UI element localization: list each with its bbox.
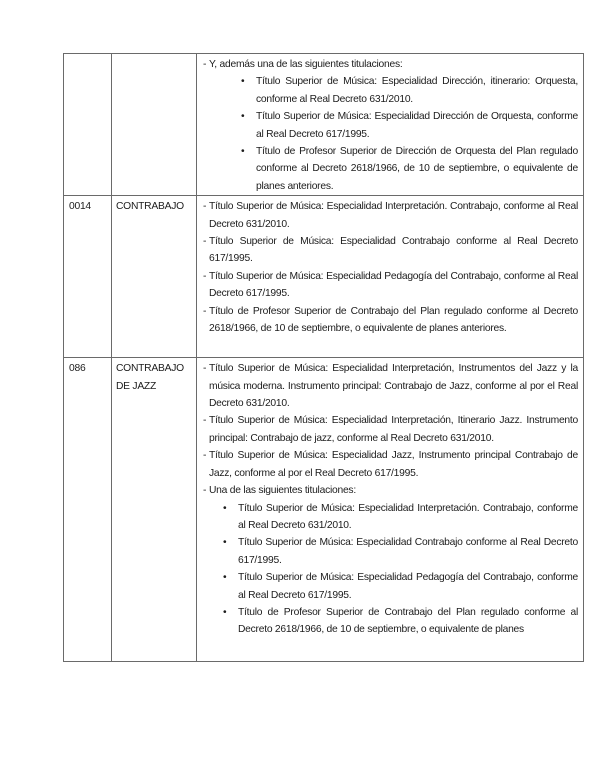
dash-marker: -: [203, 363, 207, 375]
qualifications-table: [63, 53, 584, 662]
dash-marker: -: [203, 450, 207, 462]
dash-marker: -: [203, 485, 207, 497]
item-text: Título Superior de Música: Especialidad Interpretación. Contrabajo, conforme al Real Decreto 631/2010.: [238, 502, 578, 531]
name-cell: [112, 358, 197, 662]
item-text: Título Superior de Música: Especialidad Pedagogía del Contrabajo, conforme al Real Decreto 617/1995.: [209, 270, 578, 300]
item-text: Título Superior de Música: Especialidad Interpretación, Itinerario Jazz. Instrumento principal: Contrabajo de jazz, conforme al Real Decreto 631/2010.: [209, 415, 578, 444]
titulaciones-list: [197, 54, 583, 195]
dash-marker: -: [203, 270, 207, 282]
table-row: [64, 196, 584, 358]
table-row: [64, 54, 584, 196]
item-text: Título Superior de Música: Especialidad Interpretación. Contrabajo, conforme al Real Decreto 631/2010.: [209, 201, 578, 230]
bullet-marker: •: [223, 606, 227, 618]
code-text: 086: [69, 363, 86, 375]
titulaciones-cell: [197, 196, 584, 358]
titulacion-item: [203, 303, 578, 338]
dash-marker: -: [203, 415, 207, 427]
titulacion-item: [203, 233, 578, 268]
item-text: Una de las siguientes titulaciones:: [209, 485, 356, 497]
table-row: [64, 358, 584, 662]
titulacion-item: [203, 569, 578, 604]
titulacion-item: [203, 604, 578, 639]
titulacion-item: [203, 447, 578, 482]
bullet-marker: •: [241, 76, 245, 88]
specialty-name: [112, 54, 196, 56]
titulacion-item: [203, 143, 578, 195]
item-text: Título Superior de Música: Especialidad Interpretación, Instrumentos del Jazz y la música moderna. Instrumento principal: Contrabajo de Jazz, conforme al por el Real Decreto 631/2010.: [209, 363, 578, 410]
titulacion-item: [203, 198, 578, 233]
titulacion-item: [203, 73, 578, 108]
item-text: Título Superior de Música: Especialidad Contrabajo conforme al Real Decreto 617/1995.: [209, 236, 578, 265]
item-text: Título Superior de Música: Especialidad Pedagogía del Contrabajo, conforme al Real Decreto 617/1995.: [238, 572, 578, 601]
titulacion-item: [203, 534, 578, 569]
item-text: Y, además una de las siguientes titulaciones:: [209, 59, 403, 70]
item-text: Título Superior de Música: Especialidad Contrabajo conforme al Real Decreto 617/1995.: [238, 537, 578, 566]
titulacion-item: [203, 500, 578, 535]
bullet-marker: •: [241, 146, 245, 158]
titulacion-item: [203, 412, 578, 447]
titulacion-item: [203, 56, 578, 73]
item-text: Título Superior de Música: Especialidad Dirección de Orquesta, conforme al Real Decreto 617/1995.: [256, 111, 578, 140]
code-cell: [64, 196, 112, 358]
item-text: Título de Profesor Superior de Dirección de Orquesta del Plan regulado conforme al Decreto 2618/1966, de 10 de septiembre, o equivalente de planes anteriores.: [256, 146, 578, 192]
titulaciones-list: [197, 358, 583, 639]
dash-marker: -: [203, 201, 207, 213]
titulacion-item: [203, 360, 578, 412]
titulaciones-cell: [197, 358, 584, 662]
bullet-marker: •: [223, 502, 227, 514]
name-cell: [112, 54, 197, 196]
specialty-name: CONTRABAJO DE JAZZ: [116, 363, 184, 392]
bullet-marker: •: [223, 537, 227, 549]
item-text: Título Superior de Música: Especialidad Dirección, itinerario: Orquesta, conforme al Real Decreto 631/2010.: [256, 76, 578, 105]
titulacion-item: [203, 108, 578, 143]
item-text: Título Superior de Música: Especialidad Jazz, Instrumento principal Contrabajo de Jazz, conforme al por el Real Decreto 617/1995.: [209, 450, 578, 479]
dash-marker: -: [203, 59, 207, 70]
titulacion-item: [203, 482, 578, 499]
name-cell: [112, 196, 197, 358]
code-cell: [64, 54, 112, 196]
item-text: Título de Profesor Superior de Contrabajo del Plan regulado conforme al Decreto 2618/1966, de 10 de septiembre, o equivalente de planes anteriores.: [209, 305, 578, 335]
code-cell: [64, 358, 112, 662]
specialty-name: CONTRABAJO: [116, 201, 184, 213]
dash-marker: -: [203, 305, 207, 317]
code-text: 0014: [69, 201, 91, 213]
item-text: Título de Profesor Superior de Contrabajo del Plan regulado conforme al Decreto 2618/1966, de 10 de septiembre, o equivalente de planes: [238, 606, 578, 636]
titulaciones-list: [197, 196, 583, 337]
bullet-marker: •: [223, 572, 227, 584]
titulaciones-cell: [197, 54, 584, 196]
dash-marker: -: [203, 236, 207, 248]
table-body: [64, 54, 584, 662]
titulacion-item: [203, 268, 578, 303]
bullet-marker: •: [241, 111, 245, 123]
code-text: [64, 54, 111, 56]
